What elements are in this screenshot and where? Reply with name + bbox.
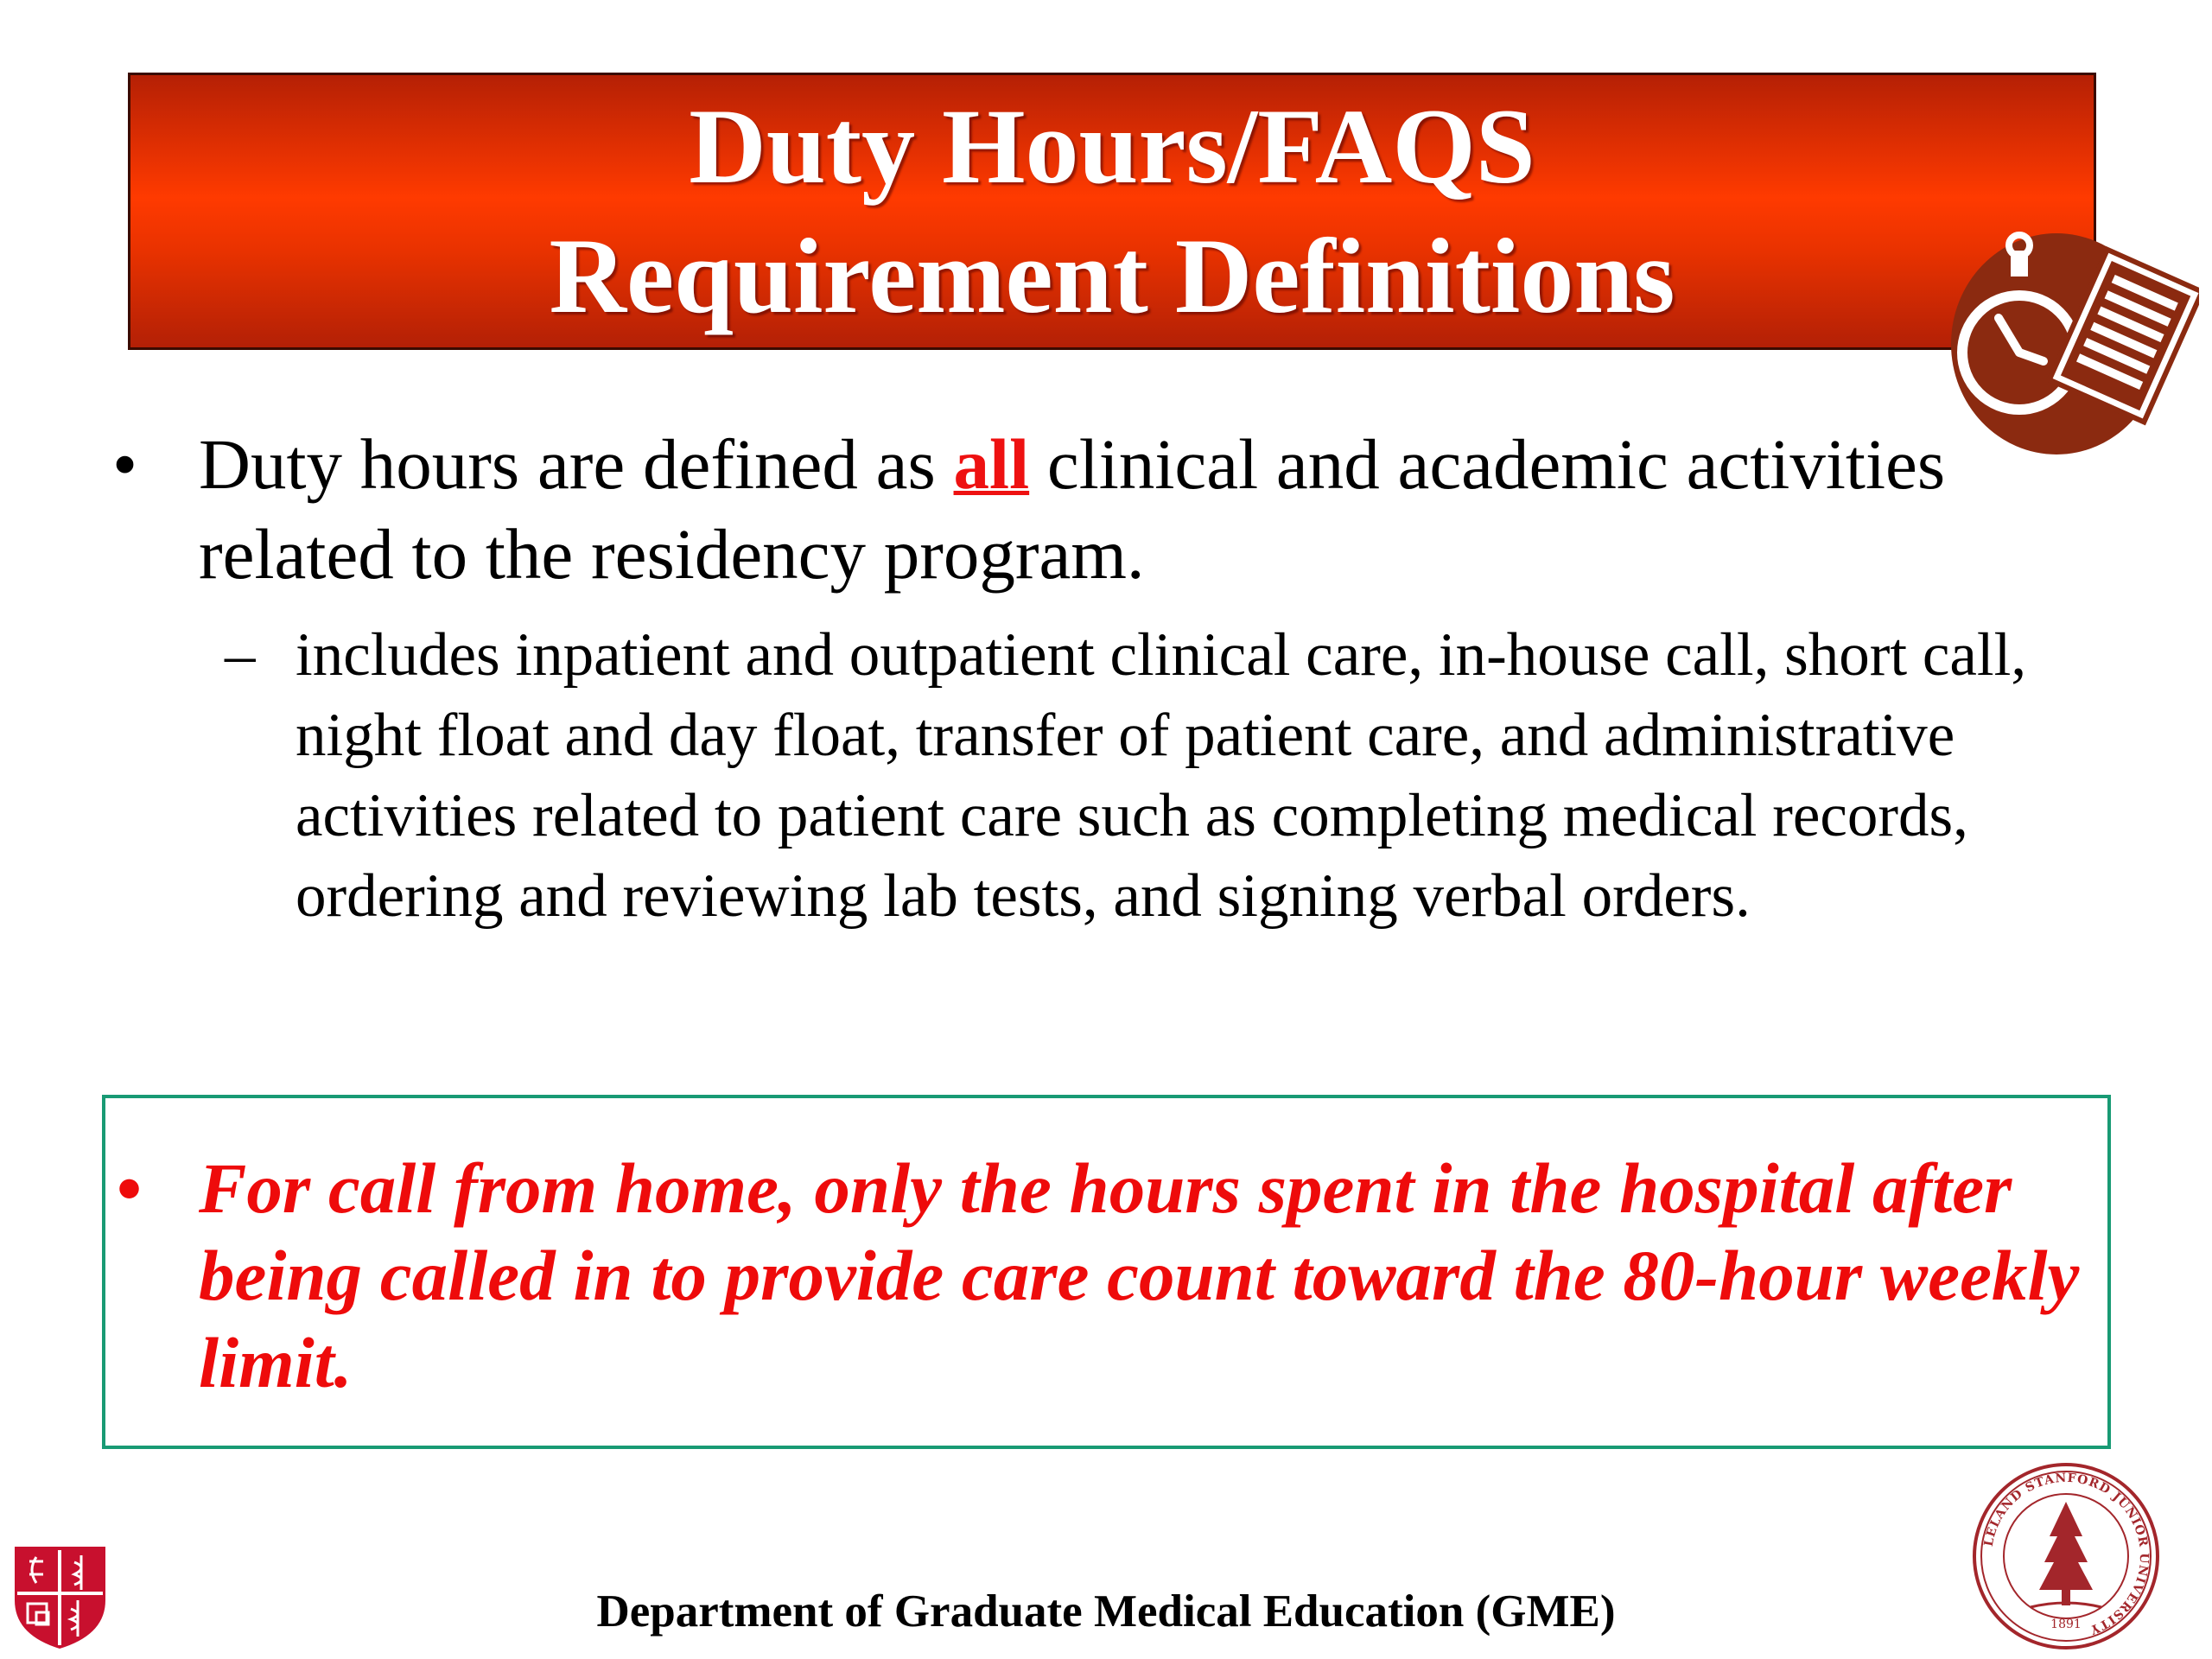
- title-line-1: Duty Hours/FAQS: [689, 86, 1535, 206]
- emphasis-all: all: [953, 424, 1030, 504]
- seal-ring-text: LELAND STANFORD JUNIOR UNIVERSITY: [1981, 1471, 2152, 1637]
- main-bullet-before: Duty hours are defined as: [199, 424, 954, 504]
- callout-text: For call from home, only the hours spent in the hospital after being called in to provide care count toward the 80-hour weekly limit.: [199, 1148, 2080, 1402]
- callout-bullet-marker: •: [117, 1148, 143, 1228]
- title-line-2: Requirement Definitions: [549, 216, 1675, 335]
- main-bullet-text: [199, 419, 2134, 599]
- footer-department: Department of Graduate Medical Education (GME): [596, 1586, 1616, 1637]
- bullet-marker: •: [112, 424, 138, 504]
- dash-marker: –: [225, 621, 256, 689]
- title-banner: [128, 73, 2096, 350]
- main-bullet-after: clinical and academic activities related to the residency program.: [199, 424, 1946, 594]
- seal-year: 1891: [2050, 1618, 2082, 1631]
- sub-bullet-text: includes inpatient and outpatient clinical care, in-house call, short call, night float and day float, transfer of patient care, and administrative activities related to patient care such as completing medical records, ordering and reviewing lab tests, and signing verbal orders.: [296, 621, 2027, 930]
- university-seal: [1970, 1460, 2162, 1652]
